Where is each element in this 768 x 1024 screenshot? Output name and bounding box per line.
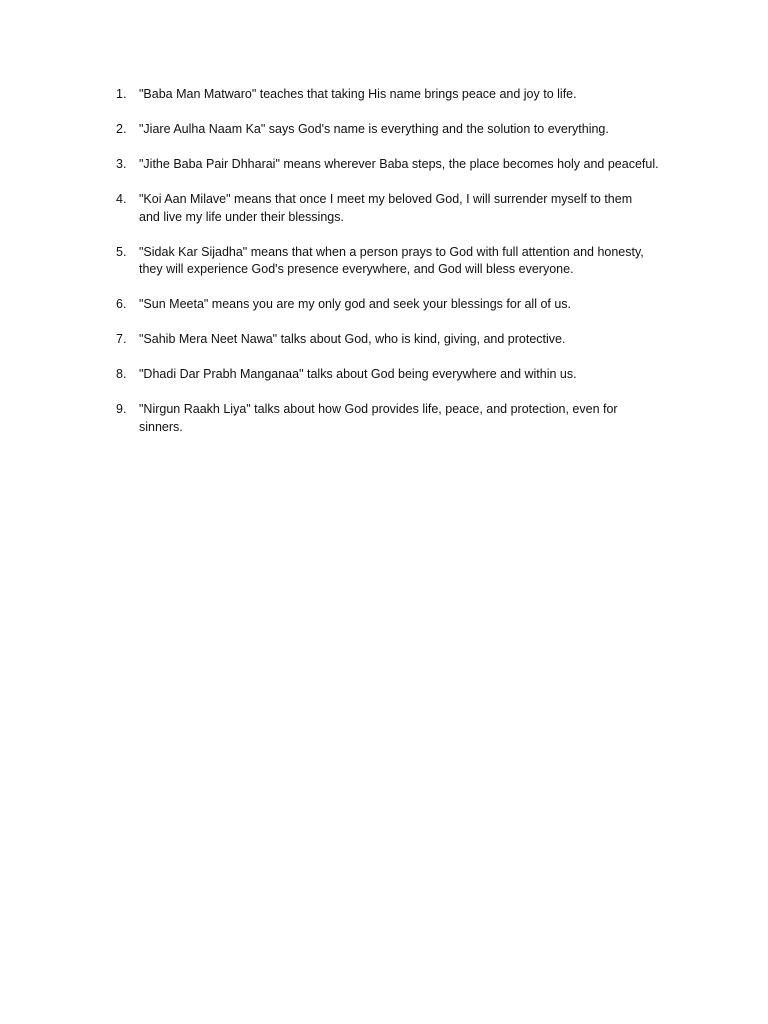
list-item bbox=[116, 156, 676, 174]
list-item-number: 9. bbox=[116, 402, 127, 416]
numbered-list bbox=[116, 86, 676, 454]
list-item-text: "Jithe Baba Pair Dhharai" means wherever Baba steps, the place becomes holy and peaceful. bbox=[139, 157, 659, 171]
list-item-text: "Koi Aan Milave" means that once I meet my beloved God, I will surrender myself to them and live my life under their blessings. bbox=[139, 192, 633, 224]
list-item bbox=[116, 121, 676, 139]
list-item bbox=[116, 296, 676, 314]
list-item-number: 6. bbox=[116, 297, 127, 311]
list-item bbox=[116, 244, 676, 279]
list-item-text: "Sun Meeta" means you are my only god and seek your blessings for all of us. bbox=[139, 297, 572, 311]
list-item-text: "Nirgun Raakh Liya" talks about how God provides life, peace, and protection, even for sinners. bbox=[139, 402, 618, 434]
list-item-number: 8. bbox=[116, 367, 127, 381]
list-item-text: "Baba Man Matwaro" teaches that taking His name brings peace and joy to life. bbox=[139, 87, 577, 101]
list-item bbox=[116, 331, 676, 349]
list-item-number: 5. bbox=[116, 244, 127, 259]
list-item-number: 3. bbox=[116, 157, 127, 171]
list-item-text: "Jiare Aulha Naam Ka" says God's name is everything and the solution to everything. bbox=[139, 122, 609, 136]
list-item-number: 1. bbox=[116, 87, 127, 101]
list-item bbox=[116, 366, 676, 384]
list-item bbox=[116, 401, 676, 436]
list-item-text: "Sahib Mera Neet Nawa" talks about God, who is kind, giving, and protective. bbox=[139, 332, 566, 346]
list-item-number: 2. bbox=[116, 122, 127, 136]
list-item bbox=[116, 86, 676, 104]
list-item bbox=[116, 191, 676, 226]
list-item-number: 7. bbox=[116, 332, 127, 346]
list-item-text: "Dhadi Dar Prabh Manganaa" talks about God being everywhere and within us. bbox=[139, 367, 577, 381]
list-item-number: 4. bbox=[116, 192, 127, 206]
list-item-text: "Sidak Kar Sijadha" means that when a person prays to God with full attention and honesty, they will experience God's presence everywhere, and God will bless everyone. bbox=[139, 244, 644, 276]
